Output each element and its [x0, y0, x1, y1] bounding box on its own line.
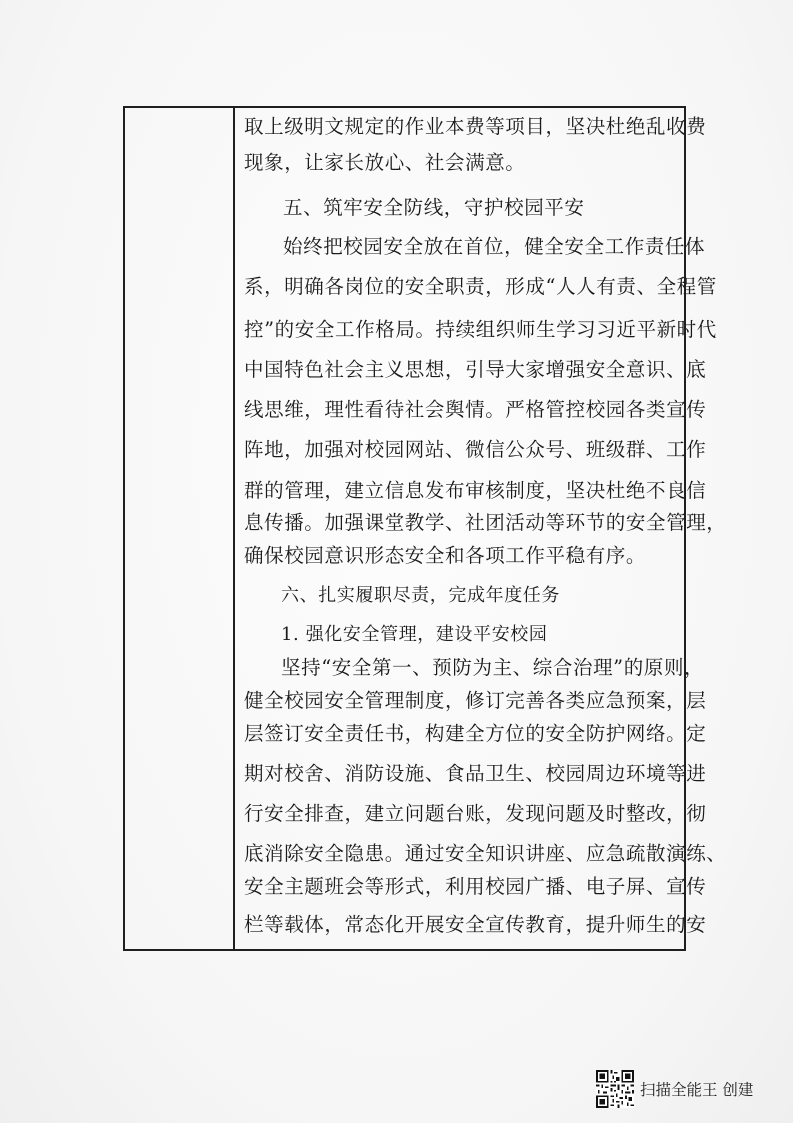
- body-line: 群的管理，建立信息发布审核制度，坚决杜绝不良信: [244, 479, 707, 502]
- column-divider: [233, 106, 235, 951]
- body-line: 底消除安全隐患。通过安全知识讲座、应急疏散演练、: [244, 842, 727, 865]
- camscanner-watermark: [596, 1069, 753, 1109]
- watermark-text: 扫描全能王 创建: [640, 1081, 754, 1099]
- body-line: 中国特色社会主义思想，引导大家增强安全意识、底: [244, 358, 707, 381]
- body-line: 期对校舍、消防设施、食品卫生、校园周边环境等进: [244, 762, 707, 785]
- body-line: 系，明确各岗位的安全职责，形成“人人有责、全程管: [244, 275, 717, 298]
- section-heading: 六、扎实履职尽责，完成年度任务: [281, 585, 560, 606]
- body-line: 坚持“安全第一、预防为主、综合治理”的原则，: [281, 656, 705, 679]
- body-line: 阵地，加强对校园网站、微信公众号、班级群、工作: [244, 438, 707, 461]
- body-line: 现象，让家长放心、社会满意。: [244, 151, 526, 174]
- body-line: 行安全排查，建立问题台账，发现问题及时整改，彻: [244, 802, 707, 825]
- body-line: 控”的安全工作格局。持续组织师生学习习近平新时代: [244, 318, 717, 341]
- body-line: 栏等载体，常态化开展安全宣传教育，提升师生的安: [244, 913, 707, 936]
- body-line: 息传播。加强课堂教学、社团活动等环节的安全管理，: [244, 511, 727, 534]
- body-line: 取上级明文规定的作业本费等项目，坚决杜绝乱收费: [244, 115, 707, 138]
- subsection-heading: 1. 强化安全管理，建设平安校园: [281, 624, 548, 645]
- body-line: 层签订安全责任书，构建全方位的安全防护网络。定: [244, 722, 707, 745]
- body-line: 安全主题班会等形式，利用校园广播、电子屏、宣传: [244, 875, 707, 898]
- qr-code-icon: [596, 1070, 634, 1108]
- body-line: 健全校园安全管理制度，修订完善各类应急预案，层: [244, 689, 707, 712]
- body-line: 确保校园意识形态安全和各项工作平稳有序。: [244, 544, 647, 567]
- section-heading: 五、筑牢安全防线，守护校园平安: [283, 196, 585, 219]
- body-line: 线思维，理性看待社会舆情。严格管控校园各类宣传: [244, 398, 707, 421]
- body-line: 始终把校园安全放在首位，健全安全工作责任体: [283, 235, 706, 258]
